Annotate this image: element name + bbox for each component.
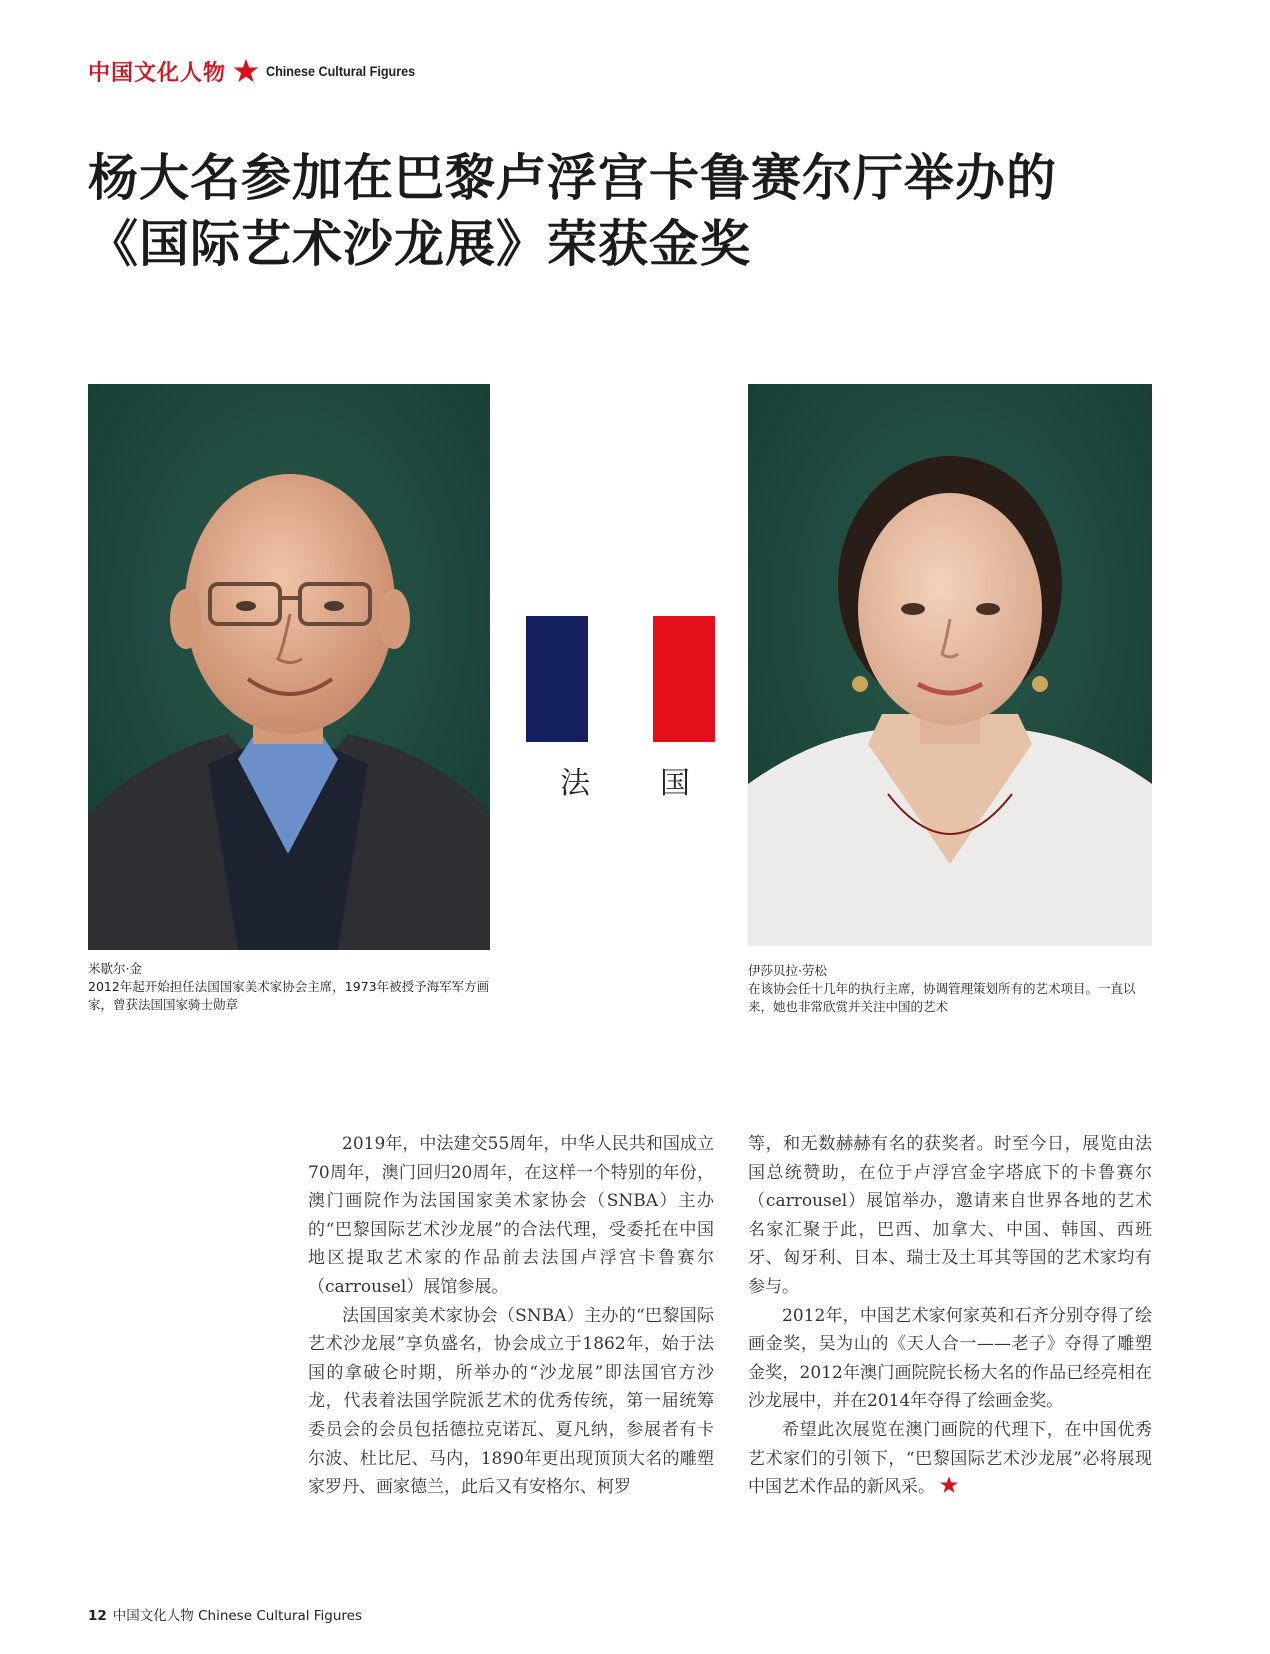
- flag-blue-band: [526, 616, 588, 742]
- portrait-photo-right: [748, 384, 1152, 946]
- brand-name-en: Chinese Cultural Figures: [266, 63, 416, 79]
- flag-label-char-2: 国: [660, 766, 690, 801]
- brand-name-cn: 中国文化人物: [88, 59, 227, 86]
- body-paragraph-2: 法国国家美术家协会（SNBA）主办的“巴黎国际艺术沙龙展”享负盛名，协会成立于1862年，始于法国的拿破仑时期，所举办的“沙龙展”即法国官方沙龙，代表着法国学院派艺术的优秀传统，第一届统筹委员会的会员包括德拉克诺瓦、夏凡纳，参展者有卡尔波、杜比尼、马内，1890年更出现顶顶大名的雕塑家罗丹、画家德兰，此后又有安格尔、柯罗: [308, 1305, 714, 1498]
- body-paragraph-2-continued: 等，和无数赫赫有名的获奖者。时至今日，展览由法国总统赞助，在位于卢浮宫金字塔底下的卡鲁赛尔（carrousel）展馆举办，邀请来自世界各地的艺术名家汇聚于此，巴西、加拿大、中国、韩国、西班牙、匈牙利、日本、瑞士及土耳其等国的艺术家均有参与。: [748, 1134, 1152, 1297]
- magazine-header: [88, 54, 432, 88]
- flag-label-char-1: 法: [560, 766, 590, 801]
- caption-left-name: 米歇尔·金: [88, 961, 142, 976]
- body-paragraph-4: [748, 1416, 1152, 1502]
- end-star-icon: [939, 1475, 959, 1495]
- footer-publication: 中国文化人物 Chinese Cultural Figures: [112, 1608, 363, 1624]
- body-paragraph-1: 2019年，中法建交55周年，中华人民共和国成立70周年，澳门回归20周年，在这样一个特别的年份，澳门画院作为法国国家美术家协会（SNBA）主办的“巴黎国际艺术沙龙展”的合法代理，受委托在中国地区提取艺术家的作品前去法国卢浮宫卡鲁赛尔（carrousel）展馆参展。: [308, 1134, 714, 1297]
- body-paragraph-4-text: 希望此次展览在澳门画院的代理下，在中国优秀艺术家们的引领下，“巴黎国际艺术沙龙展”必将展现中国艺术作品的新风采。: [748, 1419, 1152, 1498]
- caption-right-name: 伊莎贝拉·劳松: [748, 963, 827, 978]
- red-star-icon: [232, 57, 260, 85]
- caption-right: [748, 962, 1158, 1016]
- title-line-2: 《国际艺术沙龙展》荣获金奖: [88, 214, 751, 273]
- page-footer: [88, 1604, 362, 1624]
- flag-red-band: [653, 616, 715, 742]
- page-number: 12: [88, 1608, 107, 1624]
- caption-left: [88, 960, 498, 1014]
- flag-label: [560, 758, 690, 802]
- title-line-1: 杨大名参加在巴黎卢浮宫卡鲁赛尔厅举办的: [88, 148, 1057, 207]
- body-column-right: [748, 1130, 1152, 1502]
- body-paragraph-3: 2012年，中国艺术家何家英和石齐分别夺得了绘画金奖，吴为山的《天人合一——老子》夺得了雕塑金奖，2012年澳门画院院长杨大名的作品已经亮相在沙龙展中，并在2014年夺得了绘画金奖。: [748, 1305, 1152, 1412]
- caption-right-text: 在该协会任十几年的执行主席，协调管理策划所有的艺术项目。一直以来，她也非常欣赏并关注中国的艺术: [748, 981, 1136, 1014]
- article-title: [88, 145, 1198, 277]
- caption-left-text: 2012年起开始担任法国国家美术家协会主席，1973年被授予海军军方画家，曾获法国国家骑士勋章: [88, 979, 490, 1012]
- body-column-left: [308, 1130, 714, 1502]
- portrait-photo-left: [88, 384, 490, 950]
